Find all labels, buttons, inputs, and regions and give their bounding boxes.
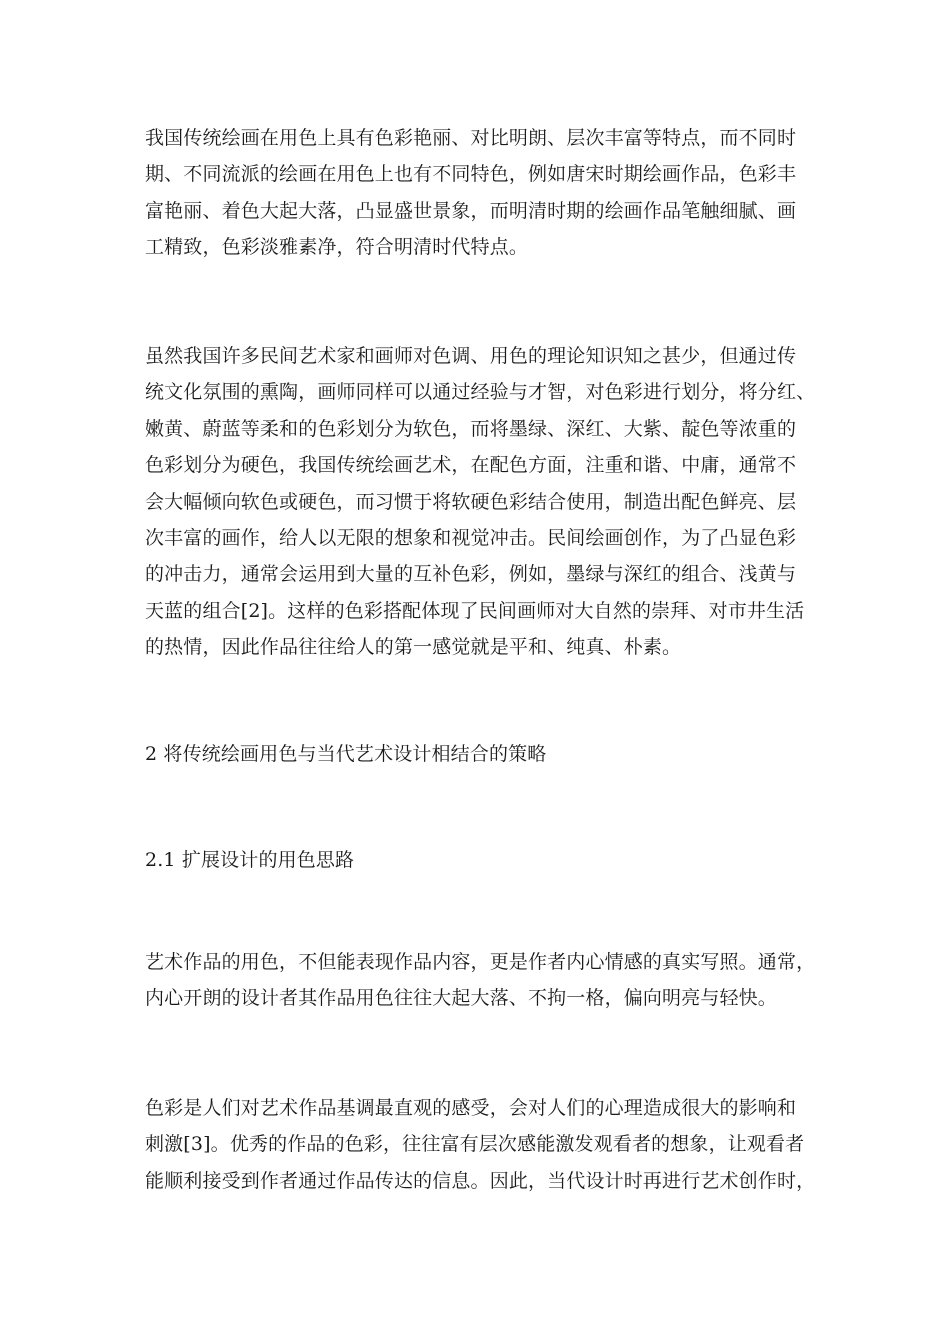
paragraph-folk-artists-color: [145, 338, 825, 666]
text-line: 富艳丽、着色大起大落，凸显盛世景象，而明清时期的绘画作品笔触细腻、画: [145, 199, 797, 222]
text-line: 会大幅倾向软色或硬色，而习惯于将软硬色彩结合使用，制造出配色鲜亮、层: [145, 490, 797, 513]
text-line: 刺激[3]。优秀的作品的色彩，往往富有层次感能激发观看者的想象，让观看者: [145, 1133, 805, 1156]
text-line: 艺术作品的用色，不但能表现作品内容，更是作者内心情感的真实写照。通常，: [145, 951, 816, 973]
text-line: 天蓝的组合[2]。这样的色彩搭配体现了民间画师对大自然的崇拜、对市井生活: [145, 599, 805, 622]
text-line: 能顺利接受到作者通过作品传达的信息。因此，当代设计时再进行艺术创作时，: [145, 1169, 816, 1192]
text-line: 嫩黄、蔚蓝等柔和的色彩划分为软色，而将墨绿、深红、大紫、靛色等浓重的: [145, 417, 797, 440]
text-line: 的冲击力，通常会运用到大量的互补色彩，例如，墨绿与深红的组合、浅黄与: [145, 563, 797, 586]
text-line: 统文化氛围的熏陶，画师同样可以通过经验与才智，对色彩进行划分，将分红、: [145, 381, 816, 404]
text-line: 色彩是人们对艺术作品基调最直观的感受，会对人们的心理造成很大的影响和: [145, 1097, 797, 1119]
text-line: 我国传统绘画在用色上具有色彩艳丽、对比明朗、层次丰富等特点，而不同时: [145, 127, 797, 149]
text-line: 的热情，因此作品往往给人的第一感觉就是平和、纯真、朴素。: [145, 636, 682, 659]
text-line: 期、不同流派的绘画在用色上也有不同特色，例如唐宋时期绘画作品，色彩丰: [145, 163, 797, 186]
text-line: 虽然我国许多民间艺术家和画师对色调、用色的理论知识知之甚少，但通过传: [145, 345, 797, 367]
section-heading-2: [145, 736, 825, 772]
text-line: 色彩划分为硬色，我国传统绘画艺术，在配色方面，注重和谐、中庸，通常不: [145, 454, 797, 477]
paragraph-traditional-color-features: [145, 120, 825, 266]
paragraph-artwork-color-emotion: [145, 944, 825, 1017]
paragraph-color-perception: [145, 1090, 825, 1199]
subsection-heading-text: 2.1 扩展设计的用色思路: [145, 849, 355, 871]
text-line: 内心开朗的设计者其作品用色往往大起大落、不拘一格，偏向明亮与轻快。: [145, 987, 777, 1010]
text-line: 次丰富的画作，给人以无限的想象和视觉冲击。民间绘画创作，为了凸显色彩: [145, 527, 797, 550]
section-heading-text: 2 将传统绘画用色与当代艺术设计相结合的策略: [145, 743, 547, 765]
text-line: 工精致，色彩淡雅素净，符合明清时代特点。: [145, 236, 529, 259]
subsection-heading-2-1: [145, 842, 825, 878]
